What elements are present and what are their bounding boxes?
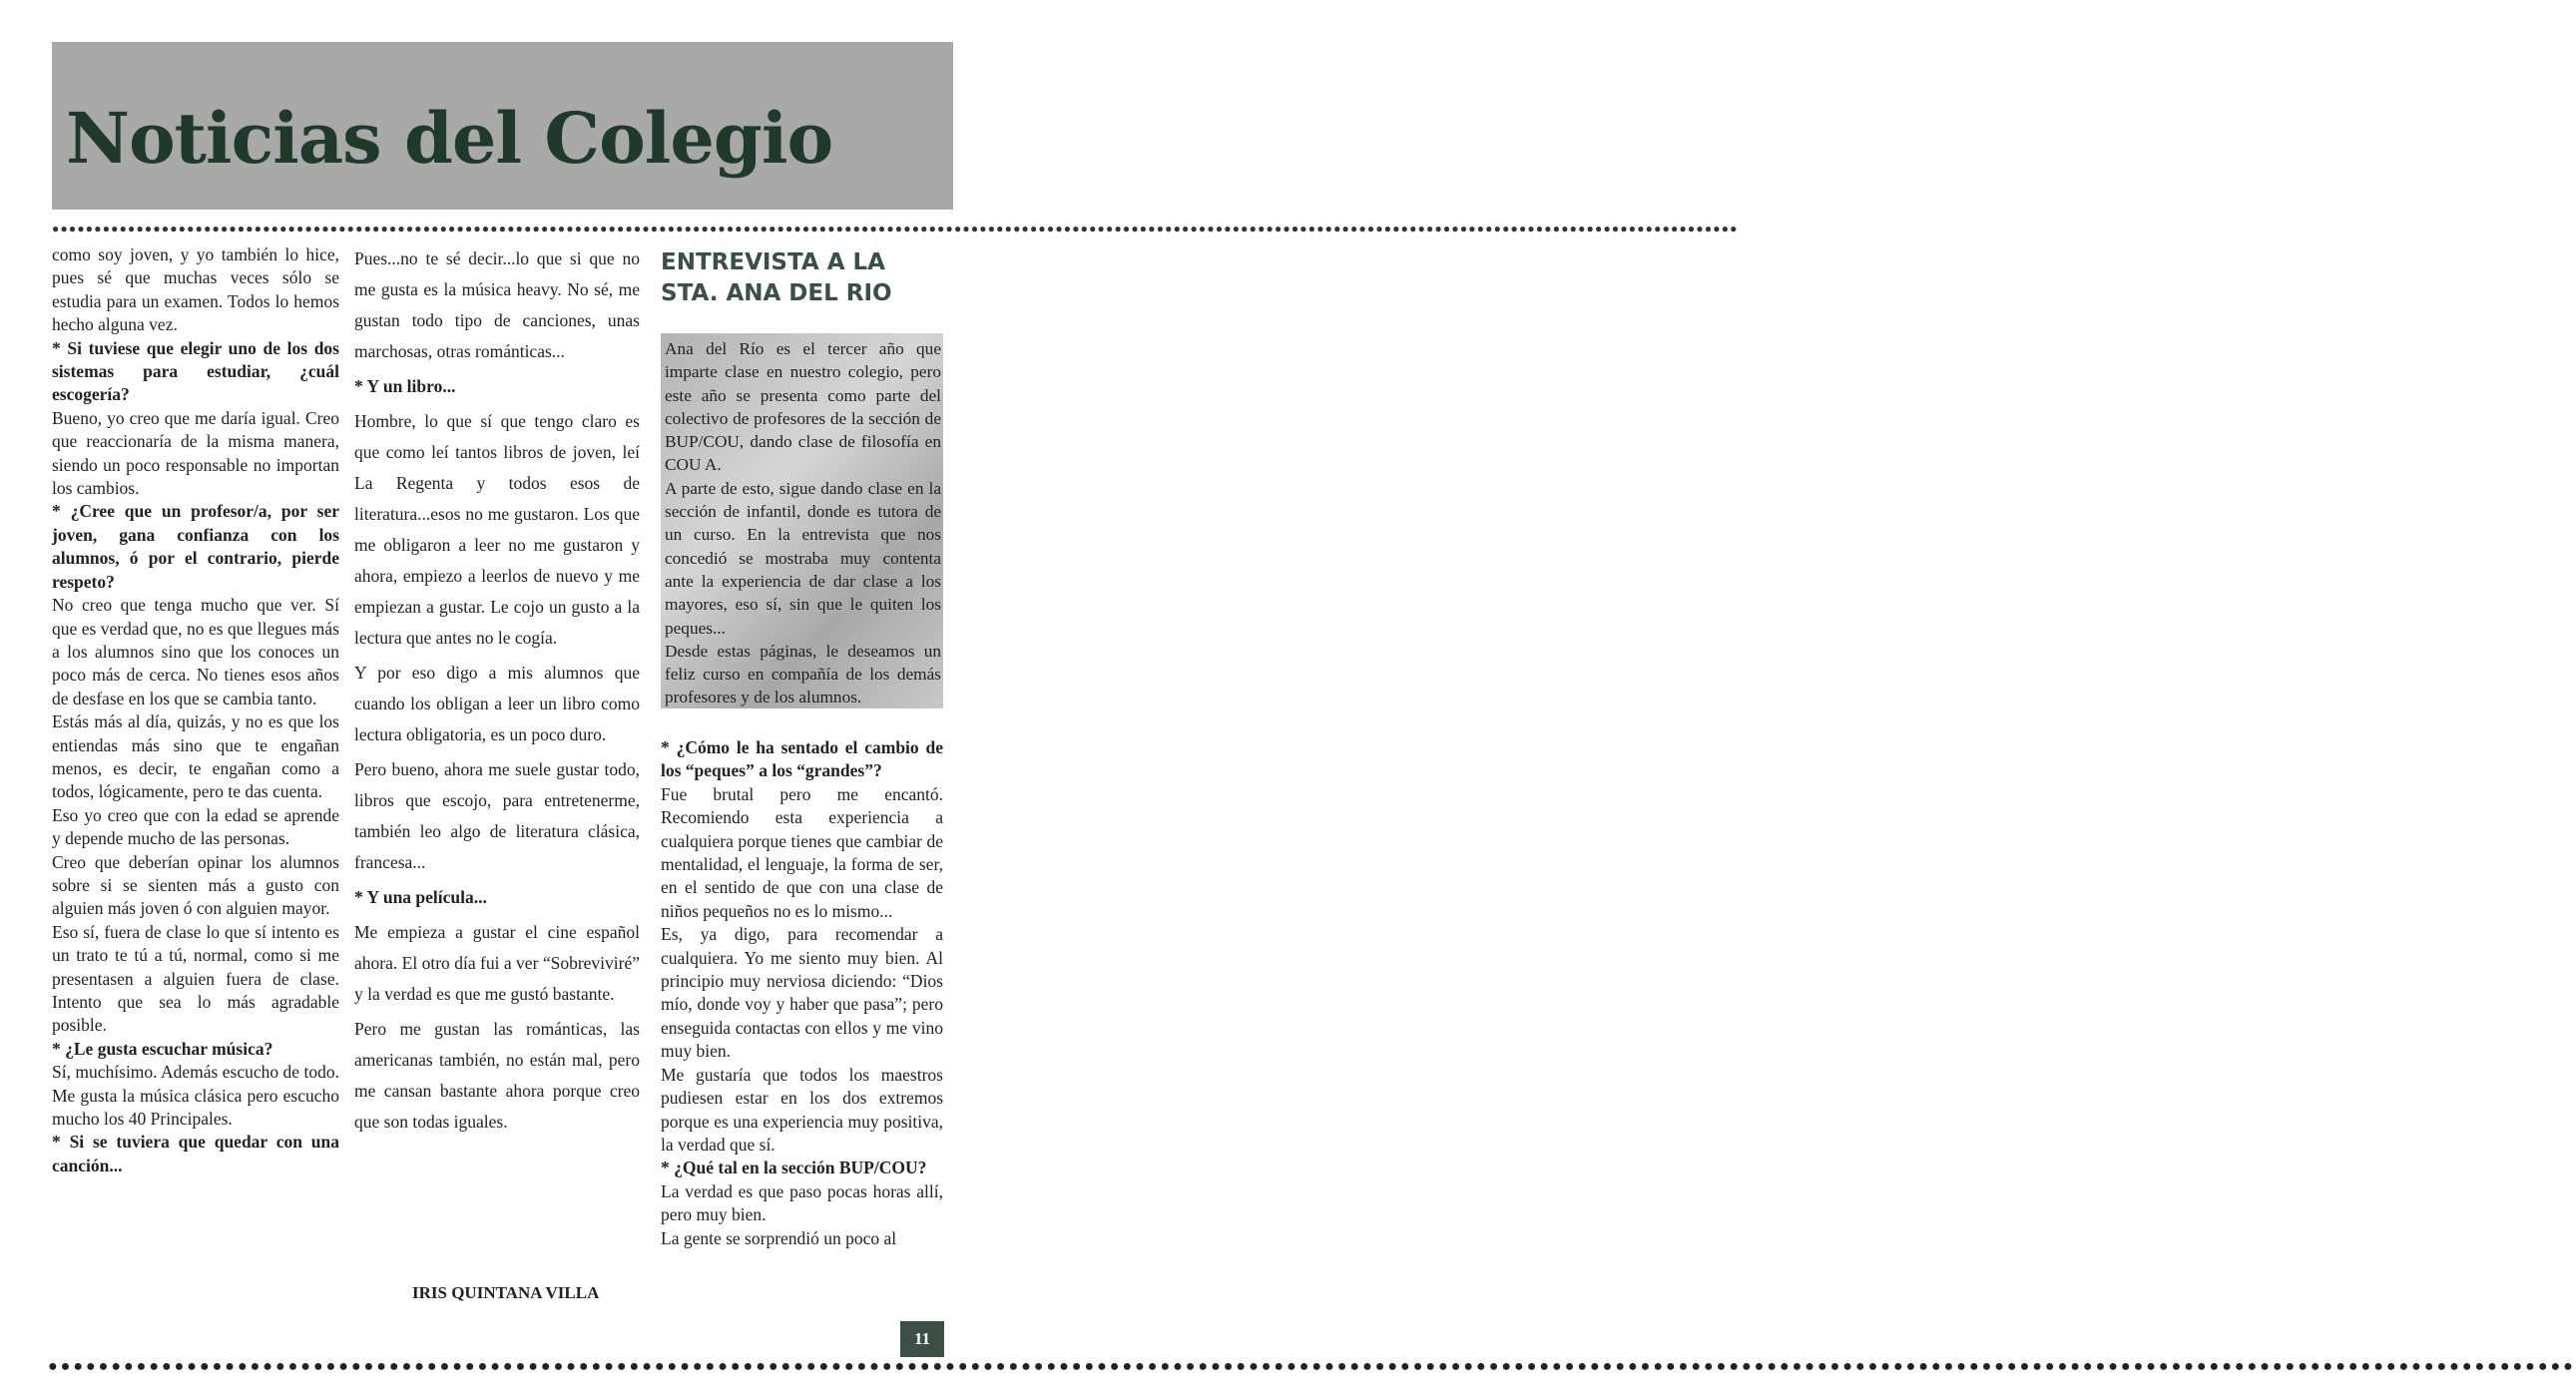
dotted-divider: ●●●●●●●●●●●●●●●●●●●●●●●●●●●●●●●●●●●●●●●●●●●●●●●●●●●●●●●●●●●●●●●●●●●●●●●●●●●●●●●●●●●●●●●●●●●●●●●●●●●●●●●●●●●●●●●●●●●●●●●●●●●●●●●●●●●●●●●●●●●●●●●●●●●●●●●●●●●●●●●●●●●●●●●●●●●●●●●●●●●●●●●●●●●●●●●●●●●●●●●● (52, 222, 1739, 235)
interview-question: * Si tuviese que elegir uno de los dos sistemas para estudiar, ¿cuál escogería? (52, 337, 339, 405)
intro-paragraph: A parte de esto, sigue dando clase en la sección de infantil, donde es tutora de un curso. En la entrevista que nos concedió se mostraba muy contenta ante la experiencia de dar clase a los mayores, eso sí, sin que le quiten los peques... (665, 478, 941, 638)
paragraph: Pero me gustan las románticas, las americanas también, no están mal, pero me cansan bastante ahora porque creo que son todas iguales. (354, 1019, 640, 1132)
paragraph: La gente se sorprendió un poco al (661, 1227, 897, 1248)
paragraph: Fue brutal pero me encantó. Recomiendo esta experiencia a cualquiera porque tienes que cambiar de mentalidad, el lenguaje, la forma de ser, en el sentido de que con una clase de niños pequeños no es lo mismo... (661, 783, 943, 921)
paragraph: Estás más al día, quizás, y no es que los entiendas más sino que te engañan menos, es decir, te engañan como a todos, lógicamente, pero te das cuenta. (52, 711, 339, 802)
interview-question: * Y un libro... (354, 376, 456, 396)
interview-title-line: STA. ANA DEL RIO (661, 280, 892, 306)
page-number: 11 (900, 1321, 944, 1357)
interview-question: * ¿Cree que un profesor/a, por ser joven, gana confianza con los alumnos, ó por el contrario, pierde respeto? (52, 501, 339, 592)
interview-intro-box (661, 333, 943, 708)
dotted-divider: ●●●●●●●●●●●●●●●●●●●●●●●●●●●●●●●●●●●●●●●●●●●●●●●●●●●●●●●●●●●●●●●●●●●●●●●●●●●●●●●●●●●●●●●●●●●●●●●●●●●●●●●●●●●●●●●●●●●●●●●●●●●●●●●●●●●●●●●●●●●●●●●●●●●●●●●●●●●●●●●●●●●●●●●●●●●●●●●●●●●●●●●●●●●●●●●●●●●●●●●● (48, 1358, 2576, 1375)
paragraph: Me empieza a gustar el cine español ahora. El otro día fui a ver “Sobreviviré” y la verdad es que me gustó bastante. (354, 922, 640, 1004)
page-title: Noticias del Colegio (66, 97, 833, 180)
interview-title-line: ENTREVISTA A LA (661, 249, 885, 275)
intro-paragraph: Ana del Río es el tercer año que imparte clase en nuestro colegio, pero este año se presenta como parte del colectivo de profesores de la sección de BUP/COU, dando clase de filosofía en COU A. (665, 339, 941, 475)
paragraph: Creo que deberían opinar los alumnos sobre si se sienten más a gusto con alguien más joven ó con alguien mayor. (52, 851, 339, 919)
column-2 (354, 243, 640, 1142)
paragraph: Eso yo creo que con la edad se aprende y depende mucho de las personas. (52, 804, 339, 849)
intro-paragraph: Desde estas páginas, le deseamos un feliz curso en compañía de los demás profesores y de los alumnos. (665, 641, 941, 707)
paragraph: La verdad es que paso pocas horas allí, pero muy bien. (661, 1180, 943, 1225)
paragraph: No creo que tenga mucho que ver. Sí que es verdad que, no es que llegues más a los alumnos sino que los conoces un poco más de cerca. No tienes esos años de desfase en los que se cambia tanto. (52, 595, 339, 708)
paragraph: Sí, muchísimo. Además escucho de todo. Me gusta la música clásica pero escucho mucho los 40 Principales. (52, 1062, 339, 1130)
author-signature: IRIS QUINTANA VILLA (412, 1283, 600, 1302)
paragraph: Es, ya digo, para recomendar a cualquiera. Yo me siento muy bien. Al principio muy nerviosa diciendo: “Dios mío, donde voy y haber que pasa”; pero enseguida contactas con ellos y me vino muy bien. (661, 924, 943, 1062)
column-3 (661, 736, 943, 1250)
interview-title (661, 247, 943, 309)
interview-question: * Y una película... (354, 887, 487, 907)
interview-question: * Si se tuviera que quedar con una canción... (52, 1132, 339, 1175)
paragraph: como soy joven, y yo también lo hice, pues sé que muchas veces sólo se estudia para un examen. Todos lo hemos hecho alguna vez. (52, 244, 339, 335)
paragraph: Hombre, lo que sí que tengo claro es que como leí tantos libros de joven, leí La Regenta y todos esos de literatura...esos no me gustaron. Los que me obligaron a leer no me gustaron y ahora, empiezo a leerlos de nuevo y me empiezan a gustar. Le cojo un gusto a la lectura que antes no le cogía. (354, 411, 640, 648)
paragraph: Me gustaría que todos los maestros pudiesen estar en los dos extremos porque es una experiencia muy positiva, la verdad que sí. (661, 1064, 943, 1155)
paragraph: Y por eso digo a mis alumnos que cuando los obligan a leer un libro como lectura obligatoria, es un poco duro. (354, 663, 640, 744)
paragraph: Pues...no te sé decir...lo que si que no me gusta es la música heavy. No sé, me gustan todo tipo de canciones, unas marchosas, otras románticas... (354, 248, 640, 361)
interview-question: * ¿Cómo le ha sentado el cambio de los “peques” a los “grandes”? (661, 737, 943, 781)
header-banner (52, 42, 953, 210)
interview-question: * ¿Qué tal en la sección BUP/COU? (661, 1158, 927, 1178)
interview-question: * ¿Le gusta escuchar música? (52, 1038, 273, 1059)
paragraph: Eso sí, fuera de clase lo que sí intento es un trato te tú a tú, normal, como si me presentasen a alguien fuera de clase. Intento que sea lo más agradable posible. (52, 921, 339, 1036)
paragraph: Bueno, yo creo que me daría igual. Creo que reaccionaría de la misma manera, siendo un poco responsable no importan los cambios. (52, 407, 339, 499)
paragraph: Pero bueno, ahora me suele gustar todo, libros que escojo, para entretenerme, también leo algo de literatura clásica, francesa... (354, 759, 640, 872)
column-1 (52, 243, 339, 1177)
